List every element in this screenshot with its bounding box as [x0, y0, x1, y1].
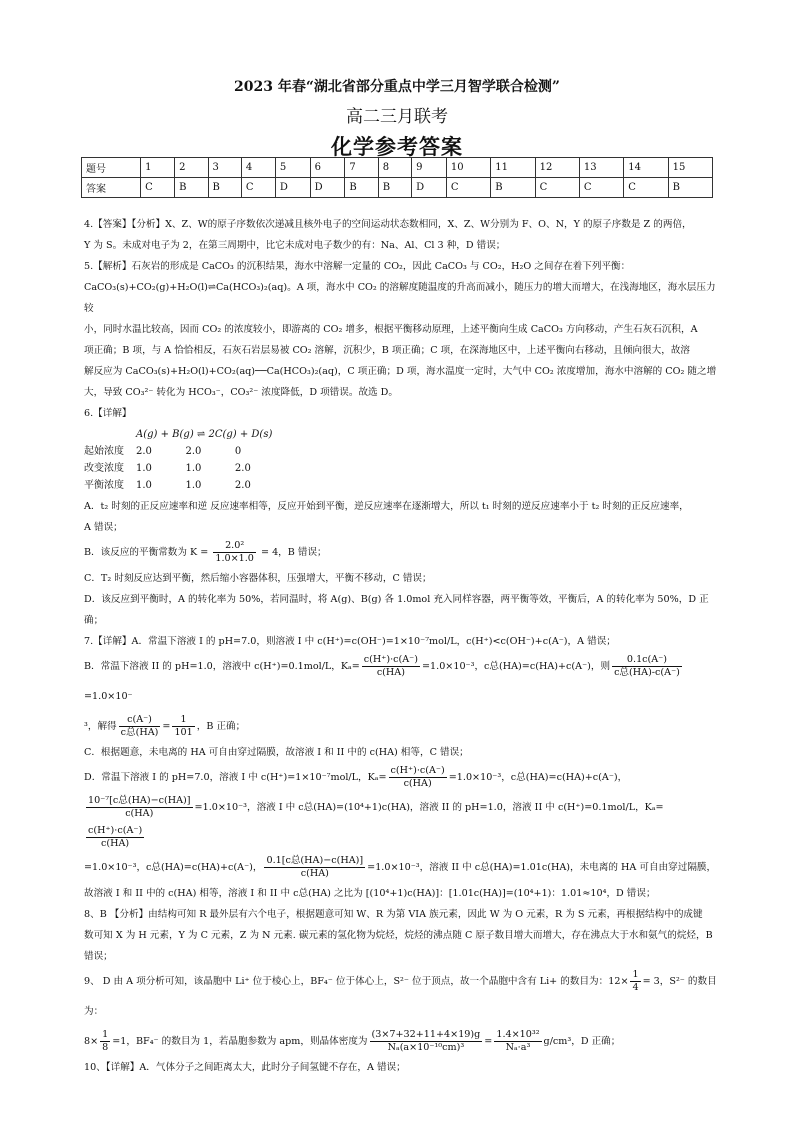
equilibrium-table	[84, 426, 284, 494]
fraction: $\frac{c(H^+)\cdot c(A^-)}{c(HA)}$	[363, 654, 418, 678]
fraction: $\frac{\text{0.1[c总(HA)−c(HA)]}}{c(HA)}$	[266, 855, 364, 879]
fraction: $\frac{c(H^+)\cdot c(A^-)}{c(HA)}$	[390, 765, 445, 789]
q7-option-d: D．常温下溶液 I 的 pH=7.0，溶液 I 中 c(H⁺)=1×10⁻⁷mol/L，Kₐ= $\frac{c(H^+)\cdot c(A^-)}{c(HA)}$ =1.0×10⁻³，c总(HA)=c(HA)+c(A⁻)，	[84, 765, 628, 789]
question-number-cell: 13	[579, 158, 623, 178]
fraction: $\frac{\text{2.0²}}{1.0\times 1.0}$	[215, 540, 254, 564]
q8-line: 8、B 【分析】由结构可知 R 最外层有六个电子，根据题意可知 W、R 为第 VIA 族元素，因此 W 为 O 元素，R 为 S 元素，再根据结构中的成键	[84, 909, 703, 920]
equilibrium-row: 起始浓度 2.0 2.0 0	[84, 446, 242, 457]
q10-line: 10、【详解】A．气体分子之间距离太大，此时分子间氢键不存在，A 错误；	[84, 1062, 406, 1073]
answer-table-number-row	[82, 158, 713, 178]
answer-cell: D	[310, 178, 345, 198]
question-number-cell: 9	[412, 158, 447, 178]
answer-cell: B	[378, 178, 411, 198]
question-number-cell: 1	[141, 158, 175, 178]
fraction: $\frac{c(H^+)\cdot c(A^-)}{c(HA)}$	[88, 825, 143, 849]
answer-cell: B	[208, 178, 241, 198]
question-number-cell: 3	[208, 158, 241, 178]
fraction: $\frac{\text{1.4×10³²}}{\text{Nₐ·a³}}$	[496, 1029, 540, 1053]
question-number-cell: 6	[310, 158, 345, 178]
answer-cell: C	[579, 178, 623, 198]
answer-cell: C	[141, 178, 175, 198]
answer-cell: C	[446, 178, 490, 198]
q6-option-a: A 错误；	[84, 522, 123, 533]
question-number-cell: 4	[241, 158, 275, 178]
reaction-equation: A(g) + B(g) ⇌ 2C(g) + D(s)	[136, 429, 273, 440]
question-number-cell: 5	[275, 158, 310, 178]
q5-line: 小，同时水温比较高，因而 CO₂ 的浓度较小，即游离的 CO₂ 增多，根据平衡移动原理，上述平衡向生成 CaCO₃ 方向移动，产生石灰石沉积，A	[84, 324, 698, 335]
answer-cell: C	[535, 178, 579, 198]
question-number-cell: 11	[491, 158, 535, 178]
answer-cell: B	[175, 178, 208, 198]
answer-cell: C	[624, 178, 668, 198]
question-number-cell: 14	[624, 158, 668, 178]
q7-option-a: 7.【详解】A．常温下溶液 I 的 pH=7.0，则溶液 I 中 c(H⁺)=c(OH⁻)=1×10⁻⁷mol/L，c(H⁺)<c(OH⁻)+c(A⁻)，A 错误；	[84, 636, 616, 647]
q6-option-b: B．该反应的平衡常数为 K = $\frac{\text{2.0²}}{1.0\times 1.0}$ = 4，B 错误；	[84, 540, 327, 564]
question-number-cell: 7	[345, 158, 378, 178]
fraction: $\frac{1}{8}$	[102, 1029, 109, 1053]
question-number-cell: 2	[175, 158, 208, 178]
q7-option-c: C．根据题意，未电离的 HA 可自由穿过隔膜，故溶液 I 和 II 中的 c(HA) 相等，C 错误；	[84, 747, 469, 758]
q5-line: 解反应为 CaCO₃(s)+H₂O(l)+CO₂(aq)──Ca(HCO₃)₂(aq)，C 项正确；D 项，海水温度一定时，大气中 CO₂ 浓度增加，海水中溶解的 CO₂ 随之增	[84, 366, 717, 377]
q8-line: 错误；	[84, 951, 113, 962]
fraction: $\frac{0.1c(A^-)}{\text{c总(HA)-c(A⁻)}}$	[614, 654, 680, 678]
answer-key-title: 化学参考答案	[331, 134, 463, 159]
q8-line: 数可知 X 为 H 元素，Y 为 C 元素，Z 为 N 元素. 碳元素的氢化物为烷烃，烷烃的沸点随 C 原子数目增大而增大，存在沸点大于水和氨气的烷烃，B	[84, 930, 713, 941]
fraction: $\frac{1}{101}$	[174, 714, 193, 738]
question-number-cell: 12	[535, 158, 579, 178]
question-number-cell: 10	[446, 158, 490, 178]
q9-line: 8× $\frac{1}{8}$ =1，BF₄⁻ 的数目为 1，若晶胞参数为 apm，则晶体密度为 $\frac{(3\times 7+32+11+4\times 19)g}{\text{Nₐ(a×10⁻¹⁰cm)³}}$ = $\frac{\text{1.4×10³²}}{\text{Nₐ·a³}}$ g/cm³，D 正确；	[84, 1029, 621, 1053]
fraction: $\frac{c(A^-)}{\text{c总(HA)}}$	[120, 714, 159, 738]
q7-option-d: 故溶液 I 和 II 中的 c(HA) 相等，溶液 I 和 II 中 c总(HA) 之比为 [(10⁴+1)c(HA)]：[1.01c(HA)]=(10⁴+1)：1.01≈10⁴，D 错误；	[84, 888, 656, 899]
q4-line: Y 为 S。未成对电子为 2，在第三周期中，比它未成对电子数少的有：Na、Al、Cl 3 种，D 错误；	[84, 240, 506, 251]
equilibrium-row: 平衡浓度 1.0 1.0 2.0	[84, 480, 251, 491]
q6-option-a: A．t₂ 时刻的正反应速率和逆 反应速率相等，反应开始到平衡，逆反应速率在逐渐增大，所以 t₁ 时刻的逆反应速率小于 t₂ 时刻的正反应速率，	[84, 501, 689, 512]
answer-cell: B	[345, 178, 378, 198]
fraction: $\frac{(3\times 7+32+11+4\times 19)g}{\text{Nₐ(a×10⁻¹⁰cm)³}}$	[371, 1029, 481, 1053]
q4-line: 4.【答案】【分析】X、Z、W的原子序数依次递减且核外电子的空间运动状态数相同，X、Z、W分别为 F、O、N，Y 的原子序数是 Z 的两倍，	[84, 219, 692, 230]
q5-line: 5.【解析】石灰岩的形成是 CaCO₃ 的沉积结果，海水中溶解一定量的 CO₂，因此 CaCO₃ 与 CO₂，H₂O 之间存在着下列平衡：	[84, 261, 631, 272]
q6-option-d: D．该反应到平衡时，A 的转化率为 50%，若同温时，将 A(g)、B(g) 各 1.0mol 充入同样容器，两平衡等效，平衡后，A 的转化率为 50%，D 正确；	[84, 594, 709, 626]
q5-line: 项正确；B 项，与 A 恰恰相反，石灰石岩层易被 CO₂ 溶解，沉积少，B 项正确；C 项，在深海地区中，上述平衡向右移动，且倾向很大，故溶	[84, 345, 691, 356]
q7-option-b: ³，解得 $\frac{c(A^-)}{\text{c总(HA)}}$ = $\frac{1}{101}$ ，B 正确；	[84, 714, 246, 738]
q5-line: CaCO₃(s)+CO₂(g)+H₂O(l)⇌Ca(HCO₃)₂(aq)。A 项，海水中 CO₂ 的溶解度随温度的升高而减小，随压力的增大而增大，在浅海地区，海水层压力较	[84, 282, 716, 314]
question-number-cell: 15	[668, 158, 712, 178]
exam-subtitle: 高二三月联考	[346, 107, 448, 127]
q9-line: 9、 D 由 A 项分析可知，该晶胞中 Li⁺ 位于棱心上，BF₄⁻ 位于体心上，S²⁻ 位于顶点，故一个晶胞中含有 Li+ 的数目为：12× $\frac{1}{4}$ = 3，S²⁻ 的数目为：	[84, 969, 717, 1017]
q7-option-d: $\frac{\text{10⁻⁷[c总(HA)−c(HA)]}}{c(HA)}$ =1.0×10⁻³，溶液 I 中 c总(HA)=(10⁴+1)c(HA)，溶液 II 的 pH=1.0，溶液 II 中 c(H⁺)=0.1mol/L，Kₐ= $\frac{c(H^+)\cdot c(A^-)}{c(HA)}$	[88, 795, 664, 849]
answer-cell: B	[668, 178, 712, 198]
fraction: $\frac{\text{10⁻⁷[c总(HA)−c(HA)]}}{c(HA)}$	[88, 795, 191, 819]
answer-table-row-label: 题号	[82, 158, 141, 178]
answer-table-answer-row	[82, 178, 713, 198]
q5-line: 大，导致 CO₃²⁻ 转化为 HCO₃⁻，CO₃²⁻ 浓度降低，D 项错误。故选 D。	[84, 387, 398, 398]
answer-cell: D	[275, 178, 310, 198]
q6-heading: 6.【详解】	[84, 408, 132, 419]
question-number-cell: 8	[378, 158, 411, 178]
equilibrium-row: 改变浓度 1.0 1.0 2.0	[84, 463, 251, 474]
answer-table	[81, 157, 713, 198]
q6-option-c: C．T₂ 时刻反应达到平衡，然后缩小容器体积，压强增大，平衡不移动，C 错误；	[84, 573, 432, 584]
answer-cell: D	[412, 178, 447, 198]
fraction: $\frac{1}{4}$	[632, 969, 639, 993]
q7-option-b: B．常温下溶液 II 的 pH=1.0，溶液中 c(H⁺)=0.1mol/L，Kₐ= $\frac{c(H^+)\cdot c(A^-)}{c(HA)}$ =1.0×10⁻³，c总(HA)=c(HA)+c(A⁻)，则 $\frac{0.1c(A^-)}{\text{c总(HA)-c(A⁻)}}$ =1.0×10⁻	[84, 654, 680, 702]
answer-table-row-label: 答案	[82, 178, 141, 198]
answer-cell: B	[491, 178, 535, 198]
exam-title: 2023 年春“湖北省部分重点中学三月智学联合检测”	[234, 79, 560, 95]
q7-option-d: =1.0×10⁻³，c总(HA)=c(HA)+c(A⁻)， $\frac{\text{0.1[c总(HA)−c(HA)]}}{c(HA)}$ =1.0×10⁻³，溶液 II 中 c总(HA)=1.01c(HA)，未电离的 HA 可自由穿过隔膜，	[84, 855, 717, 879]
solutions	[84, 214, 724, 1078]
answer-cell: C	[241, 178, 275, 198]
